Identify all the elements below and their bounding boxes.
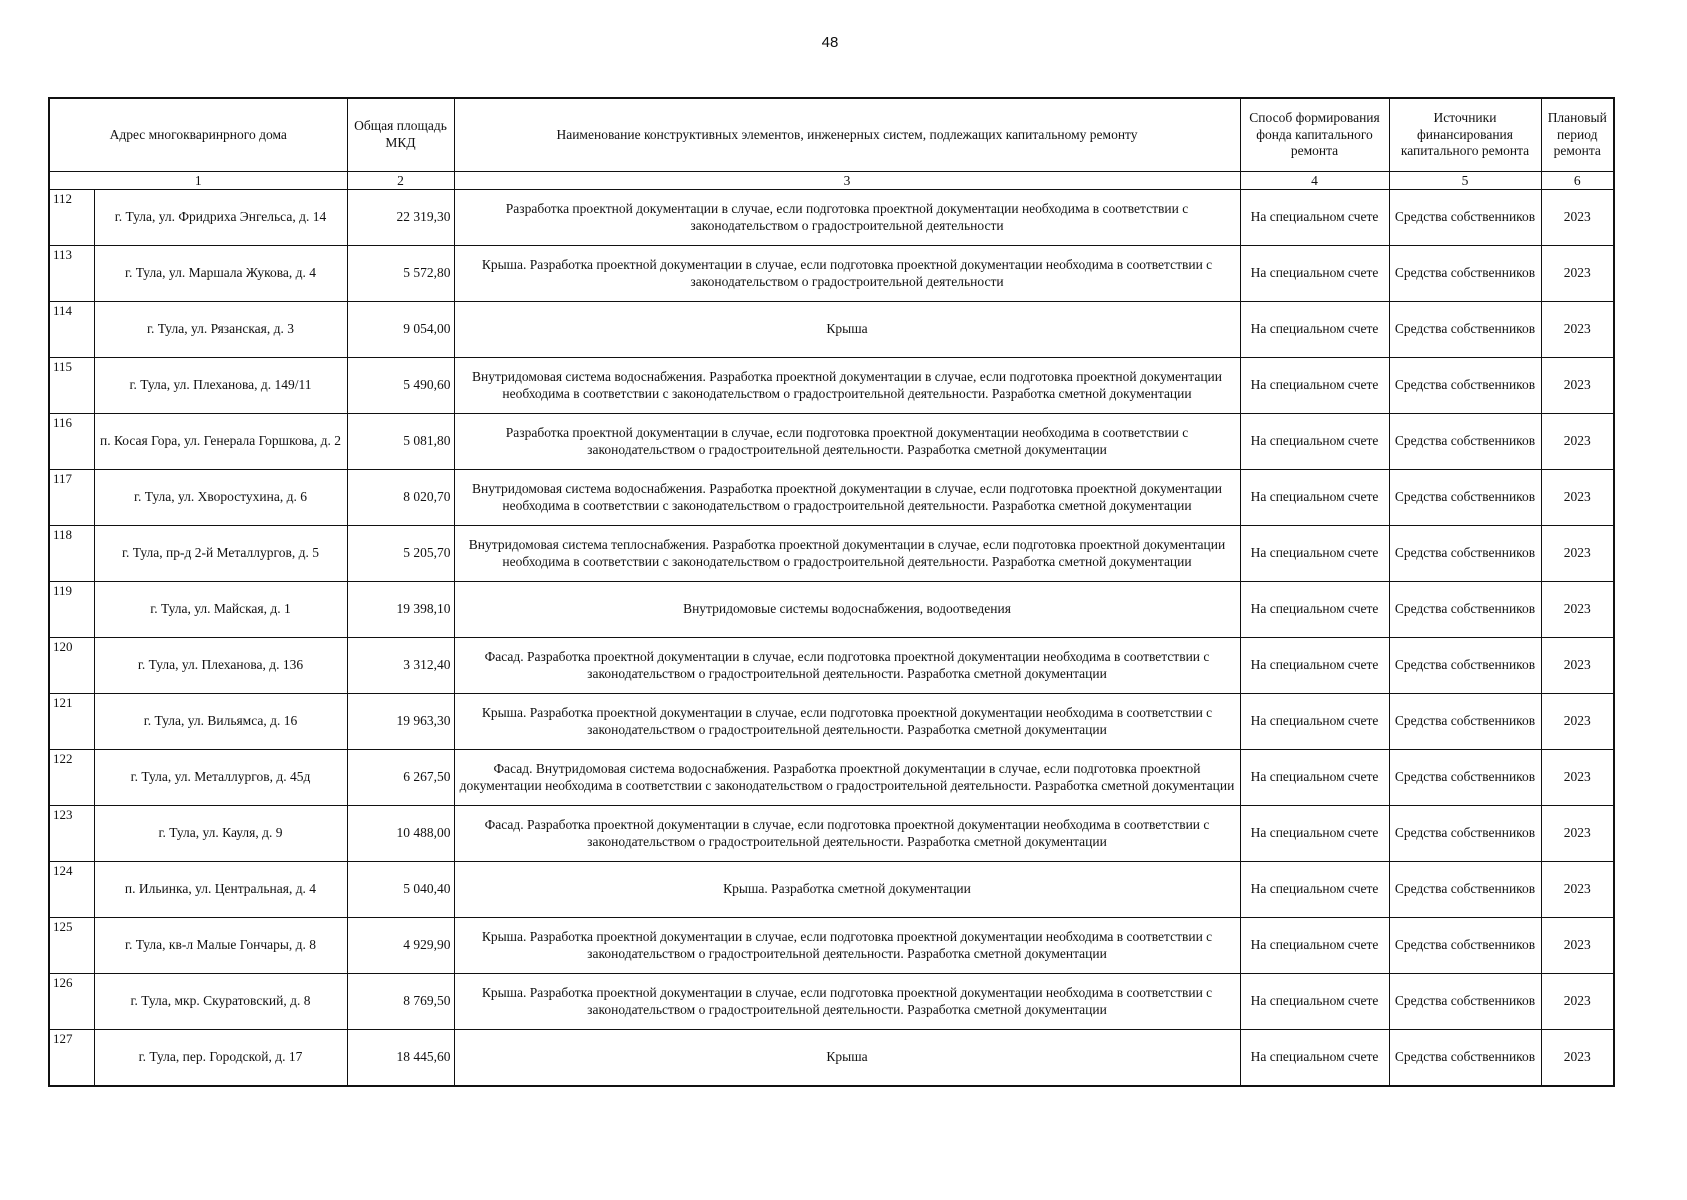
table-row <box>49 862 1614 918</box>
method-cell: На специальном счете <box>1240 190 1389 246</box>
row-number: 126 <box>49 974 94 1030</box>
column-number-row <box>49 172 1614 190</box>
year-cell: 2023 <box>1541 190 1614 246</box>
address-cell: п. Косая Гора, ул. Генерала Горшкова, д. 2 <box>94 414 347 470</box>
address-cell: г. Тула, мкр. Скуратовский, д. 8 <box>94 974 347 1030</box>
year-cell: 2023 <box>1541 470 1614 526</box>
method-cell: На специальном счете <box>1240 750 1389 806</box>
address-cell: п. Ильинка, ул. Центральная, д. 4 <box>94 862 347 918</box>
elements-cell: Крыша <box>454 302 1240 358</box>
method-cell: На специальном счете <box>1240 470 1389 526</box>
method-cell: На специальном счете <box>1240 638 1389 694</box>
elements-cell: Разработка проектной документации в случае, если подготовка проектной документации необходима в соответствии с законодательством о градостроительной деятельности <box>454 190 1240 246</box>
table-row <box>49 694 1614 750</box>
table-row <box>49 470 1614 526</box>
method-cell: На специальном счете <box>1240 582 1389 638</box>
method-cell: На специальном счете <box>1240 414 1389 470</box>
elements-cell: Внутридомовые системы водоснабжения, водоотведения <box>454 582 1240 638</box>
table-row <box>49 806 1614 862</box>
elements-cell: Внутридомовая система теплоснабжения. Разработка проектной документации в случае, если подготовка проектной документации необходима в соответствии с законодательством о градостроительной деятельности. Разработка сметной документации <box>454 526 1240 582</box>
address-cell: г. Тула, ул. Фридриха Энгельса, д. 14 <box>94 190 347 246</box>
year-cell: 2023 <box>1541 918 1614 974</box>
elements-cell: Крыша. Разработка сметной документации <box>454 862 1240 918</box>
row-number: 127 <box>49 1030 94 1087</box>
row-number: 122 <box>49 750 94 806</box>
source-cell: Средства собственников <box>1389 582 1541 638</box>
column-number: 4 <box>1240 172 1389 190</box>
table-row <box>49 414 1614 470</box>
header-row <box>49 98 1614 172</box>
year-cell: 2023 <box>1541 414 1614 470</box>
column-number: 3 <box>454 172 1240 190</box>
table-row <box>49 750 1614 806</box>
source-cell: Средства собственников <box>1389 246 1541 302</box>
source-cell: Средства собственников <box>1389 974 1541 1030</box>
row-number: 112 <box>49 190 94 246</box>
row-number: 121 <box>49 694 94 750</box>
address-cell: г. Тула, ул. Вильямса, д. 16 <box>94 694 347 750</box>
table-row <box>49 358 1614 414</box>
elements-cell: Крыша. Разработка проектной документации в случае, если подготовка проектной документации необходима в соответствии с законодательством о градостроительной деятельности <box>454 246 1240 302</box>
method-cell: На специальном счете <box>1240 1030 1389 1087</box>
source-cell: Средства собственников <box>1389 470 1541 526</box>
source-cell: Средства собственников <box>1389 358 1541 414</box>
row-number: 124 <box>49 862 94 918</box>
row-number: 119 <box>49 582 94 638</box>
table-row <box>49 638 1614 694</box>
area-cell: 6 267,50 <box>347 750 454 806</box>
method-cell: На специальном счете <box>1240 526 1389 582</box>
header-elements: Наименование конструктивных элементов, инженерных систем, подлежащих капитальному ремонту <box>454 98 1240 172</box>
row-number: 113 <box>49 246 94 302</box>
method-cell: На специальном счете <box>1240 694 1389 750</box>
year-cell: 2023 <box>1541 302 1614 358</box>
address-cell: г. Тула, ул. Рязанская, д. 3 <box>94 302 347 358</box>
elements-cell: Крыша. Разработка проектной документации в случае, если подготовка проектной документации необходима в соответствии с законодательством о градостроительной деятельности. Разработка сметной документации <box>454 694 1240 750</box>
area-cell: 5 040,40 <box>347 862 454 918</box>
row-number: 116 <box>49 414 94 470</box>
repair-register-table <box>48 97 1615 1087</box>
area-cell: 3 312,40 <box>347 638 454 694</box>
source-cell: Средства собственников <box>1389 862 1541 918</box>
area-cell: 5 081,80 <box>347 414 454 470</box>
elements-cell: Крыша <box>454 1030 1240 1087</box>
table-body <box>49 190 1614 1087</box>
year-cell: 2023 <box>1541 582 1614 638</box>
area-cell: 5 205,70 <box>347 526 454 582</box>
address-cell: г. Тула, пер. Городской, д. 17 <box>94 1030 347 1087</box>
elements-cell: Крыша. Разработка проектной документации в случае, если подготовка проектной документации необходима в соответствии с законодательством о градостроительной деятельности. Разработка сметной документации <box>454 974 1240 1030</box>
area-cell: 5 490,60 <box>347 358 454 414</box>
address-cell: г. Тула, ул. Кауля, д. 9 <box>94 806 347 862</box>
area-cell: 9 054,00 <box>347 302 454 358</box>
elements-cell: Фасад. Разработка проектной документации в случае, если подготовка проектной документации необходима в соответствии с законодательством о градостроительной деятельности. Разработка сметной документации <box>454 806 1240 862</box>
elements-cell: Внутридомовая система водоснабжения. Разработка проектной документации в случае, если подготовка проектной документации необходима в соответствии с законодательством о градостроительной деятельности. Разработка сметной документации <box>454 358 1240 414</box>
column-number: 6 <box>1541 172 1614 190</box>
row-number: 115 <box>49 358 94 414</box>
area-cell: 19 963,30 <box>347 694 454 750</box>
table-row <box>49 582 1614 638</box>
area-cell: 5 572,80 <box>347 246 454 302</box>
address-cell: г. Тула, ул. Маршала Жукова, д. 4 <box>94 246 347 302</box>
area-cell: 4 929,90 <box>347 918 454 974</box>
address-cell: г. Тула, ул. Плеханова, д. 149/11 <box>94 358 347 414</box>
header-address: Адрес многокваринрного дома <box>49 98 347 172</box>
area-cell: 18 445,60 <box>347 1030 454 1087</box>
row-number: 114 <box>49 302 94 358</box>
elements-cell: Разработка проектной документации в случае, если подготовка проектной документации необходима в соответствии с законодательством о градостроительной деятельности. Разработка сметной документации <box>454 414 1240 470</box>
year-cell: 2023 <box>1541 862 1614 918</box>
address-cell: г. Тула, ул. Металлургов, д. 45д <box>94 750 347 806</box>
source-cell: Средства собственников <box>1389 694 1541 750</box>
source-cell: Средства собственников <box>1389 526 1541 582</box>
source-cell: Средства собственников <box>1389 1030 1541 1087</box>
page-number: 48 <box>821 34 839 51</box>
elements-cell: Внутридомовая система водоснабжения. Разработка проектной документации в случае, если подготовка проектной документации необходима в соответствии с законодательством о градостроительной деятельности. Разработка сметной документации <box>454 470 1240 526</box>
year-cell: 2023 <box>1541 974 1614 1030</box>
source-cell: Средства собственников <box>1389 190 1541 246</box>
area-cell: 22 319,30 <box>347 190 454 246</box>
row-number: 117 <box>49 470 94 526</box>
source-cell: Средства собственников <box>1389 750 1541 806</box>
year-cell: 2023 <box>1541 638 1614 694</box>
source-cell: Средства собственников <box>1389 302 1541 358</box>
address-cell: г. Тула, ул. Майская, д. 1 <box>94 582 347 638</box>
year-cell: 2023 <box>1541 246 1614 302</box>
year-cell: 2023 <box>1541 358 1614 414</box>
column-number: 2 <box>347 172 454 190</box>
source-cell: Средства собственников <box>1389 638 1541 694</box>
year-cell: 2023 <box>1541 806 1614 862</box>
table-row <box>49 1030 1614 1087</box>
area-cell: 8 769,50 <box>347 974 454 1030</box>
method-cell: На специальном счете <box>1240 246 1389 302</box>
table-row <box>49 190 1614 246</box>
header-period: Плановый период ремонта <box>1541 98 1614 172</box>
column-number: 1 <box>49 172 347 190</box>
address-cell: г. Тула, ул. Плеханова, д. 136 <box>94 638 347 694</box>
row-number: 120 <box>49 638 94 694</box>
elements-cell: Фасад. Разработка проектной документации в случае, если подготовка проектной документации необходима в соответствии с законодательством о градостроительной деятельности. Разработка сметной документации <box>454 638 1240 694</box>
table-row <box>49 974 1614 1030</box>
source-cell: Средства собственников <box>1389 414 1541 470</box>
year-cell: 2023 <box>1541 694 1614 750</box>
elements-cell: Фасад. Внутридомовая система водоснабжения. Разработка проектной документации в случае, если подготовка проектной документации необходима в соответствии с законодательством о градостроительной деятельности. Разработка сметной документации <box>454 750 1240 806</box>
elements-cell: Крыша. Разработка проектной документации в случае, если подготовка проектной документации необходима в соответствии с законодательством о градостроительной деятельности. Разработка сметной документации <box>454 918 1240 974</box>
method-cell: На специальном счете <box>1240 302 1389 358</box>
method-cell: На специальном счете <box>1240 974 1389 1030</box>
area-cell: 19 398,10 <box>347 582 454 638</box>
year-cell: 2023 <box>1541 526 1614 582</box>
table-row <box>49 246 1614 302</box>
method-cell: На специальном счете <box>1240 806 1389 862</box>
address-cell: г. Тула, кв-л Малые Гончары, д. 8 <box>94 918 347 974</box>
table-row <box>49 526 1614 582</box>
table-row <box>49 918 1614 974</box>
table-row <box>49 302 1614 358</box>
method-cell: На специальном счете <box>1240 918 1389 974</box>
row-number: 125 <box>49 918 94 974</box>
header-area: Общая площадь МКД <box>347 98 454 172</box>
area-cell: 10 488,00 <box>347 806 454 862</box>
address-cell: г. Тула, ул. Хворостухина, д. 6 <box>94 470 347 526</box>
header-source: Источники финансирования капитального ремонта <box>1389 98 1541 172</box>
year-cell: 2023 <box>1541 750 1614 806</box>
source-cell: Средства собственников <box>1389 806 1541 862</box>
row-number: 118 <box>49 526 94 582</box>
area-cell: 8 020,70 <box>347 470 454 526</box>
address-cell: г. Тула, пр-д 2-й Металлургов, д. 5 <box>94 526 347 582</box>
year-cell: 2023 <box>1541 1030 1614 1087</box>
column-number: 5 <box>1389 172 1541 190</box>
method-cell: На специальном счете <box>1240 358 1389 414</box>
header-method: Способ формирования фонда капитального ремонта <box>1240 98 1389 172</box>
source-cell: Средства собственников <box>1389 918 1541 974</box>
row-number: 123 <box>49 806 94 862</box>
method-cell: На специальном счете <box>1240 862 1389 918</box>
